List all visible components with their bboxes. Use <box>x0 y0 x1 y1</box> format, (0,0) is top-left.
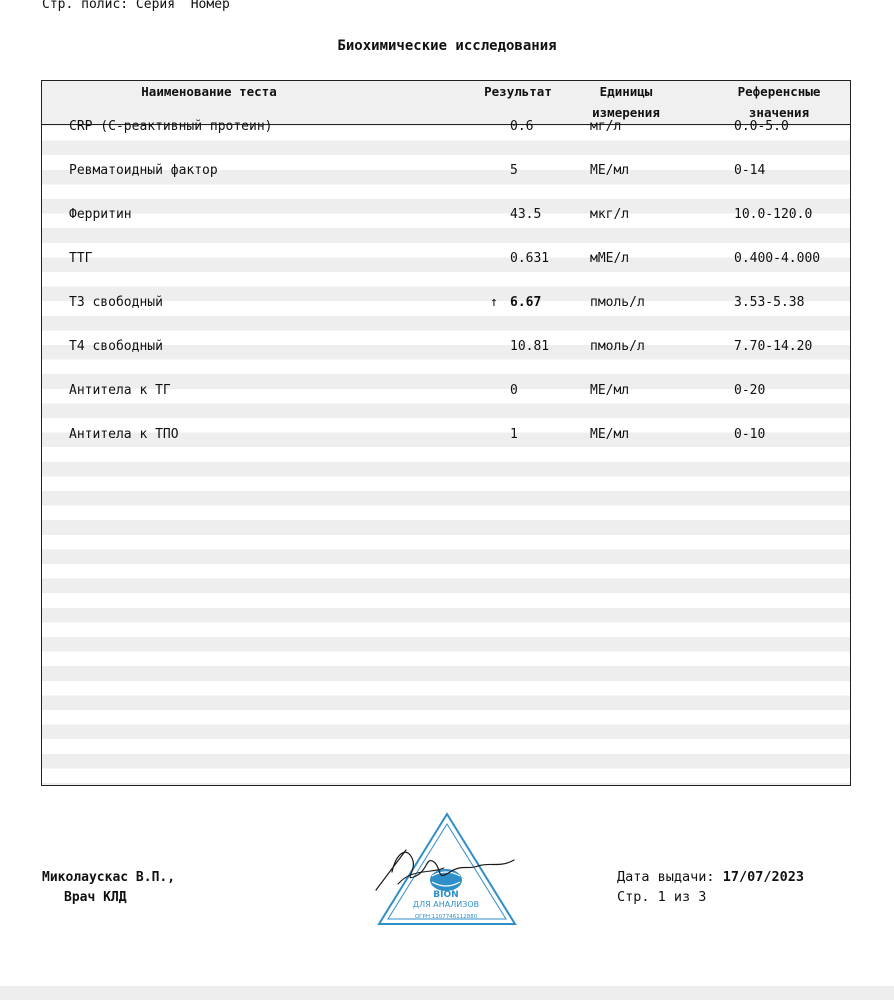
policy-line <box>42 0 230 12</box>
table-row <box>42 251 850 301</box>
test-name: Т4 свободный <box>69 339 163 354</box>
footer-band <box>0 986 894 1000</box>
test-name: Т3 свободный <box>69 295 163 310</box>
test-result: 0.631 <box>510 251 550 266</box>
test-name: ТТГ <box>69 251 93 266</box>
table-row <box>42 163 850 213</box>
doctor-signature-block <box>42 868 175 908</box>
header-reference <box>722 81 836 123</box>
policy-series-label: Серия <box>135 0 176 12</box>
table-row <box>42 295 850 345</box>
test-result: 10.81 <box>510 339 550 354</box>
test-units: мг/л <box>590 119 622 134</box>
stamp-caption: ДЛЯ АНАЛИЗОВ <box>412 900 480 909</box>
issue-date-label: Дата выдачи: <box>617 869 715 885</box>
test-result: 43.5 <box>510 207 542 222</box>
lab-stamp <box>372 810 522 928</box>
test-units: мкг/л <box>590 207 630 222</box>
stamp-globe-icon <box>430 869 462 891</box>
test-reference: 0-20 <box>734 383 766 398</box>
test-reference: 0-10 <box>734 427 766 442</box>
test-result-value: 6.67 <box>510 295 542 310</box>
header-ref-line2: значения <box>748 105 810 120</box>
test-units: пмоль/л <box>590 295 645 310</box>
test-units: мМЕ/л <box>590 251 630 266</box>
test-result-abnormal <box>490 294 541 312</box>
issue-date-value: 17/07/2023 <box>722 869 804 885</box>
test-reference: 10.0-120.0 <box>734 207 813 222</box>
test-name: Ревматоидный фактор <box>69 163 218 178</box>
table-row <box>42 207 850 257</box>
test-reference: 0.400-4.000 <box>734 251 821 266</box>
test-reference: 0.0-5.0 <box>734 119 789 134</box>
page-counter: Стр. 1 из 3 <box>617 889 707 905</box>
document-title: Биохимические исследования <box>337 38 557 54</box>
header-result: Результат <box>484 84 552 99</box>
doctor-name: Миколаускас В.П., <box>42 870 176 885</box>
test-reference: 0-14 <box>734 163 766 178</box>
stamp-brand: BION <box>433 890 459 900</box>
test-result: 5 <box>510 163 518 178</box>
test-units: МЕ/мл <box>590 163 630 178</box>
high-flag-icon: ↑ <box>490 295 498 310</box>
test-reference: 3.53-5.38 <box>734 295 805 310</box>
results-table <box>41 80 851 786</box>
issue-info <box>617 867 804 907</box>
policy-label: Стр. полис: <box>42 0 129 12</box>
header-units-line2: измерения <box>592 105 660 120</box>
test-reference: 7.70-14.20 <box>734 339 813 354</box>
header-test-name: Наименование теста <box>141 84 277 99</box>
test-result: 0.6 <box>510 119 534 134</box>
test-name: Ферритин <box>69 207 132 222</box>
test-name: Антитела к ТГ <box>69 383 171 398</box>
test-units: МЕ/мл <box>590 383 630 398</box>
policy-number-label: Номер <box>190 0 230 12</box>
stamp-ogrn: ОГРН 1107746112880 <box>414 914 478 920</box>
test-units: пмоль/л <box>590 339 645 354</box>
test-result: 0 <box>510 383 518 398</box>
table-row <box>42 427 850 477</box>
test-units: МЕ/мл <box>590 427 630 442</box>
header-ref-line1: Референсные <box>737 84 821 99</box>
header-units-line1: Единицы <box>599 84 653 99</box>
test-name: Антитела к ТПО <box>69 427 179 442</box>
doctor-role: Врач КЛД <box>64 890 127 905</box>
header-units <box>582 81 670 123</box>
test-result: 1 <box>510 427 518 442</box>
test-name: CRP (С-реактивный протеин) <box>69 119 273 134</box>
